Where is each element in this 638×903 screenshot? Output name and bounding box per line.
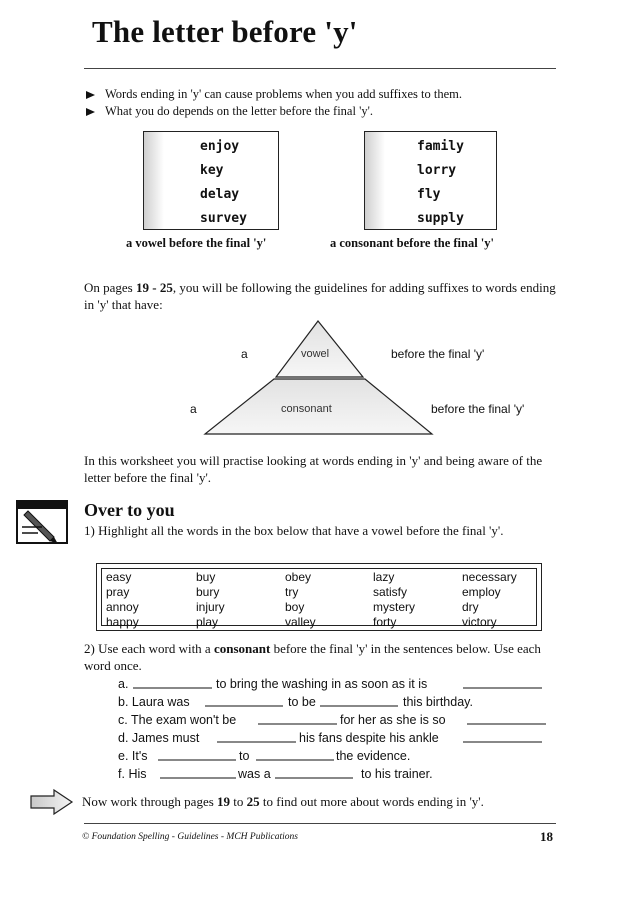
table-cell[interactable]: try: [285, 585, 299, 599]
table-cell[interactable]: obey: [285, 570, 312, 584]
pyramid-top-right: before the final 'y': [391, 347, 485, 361]
intro-paragraph: On pages 19 - 25, you will be following the guidelines for adding suffixes to words ending in 'y' that have:: [84, 280, 556, 312]
table-cell[interactable]: satisfy: [373, 585, 408, 599]
table-cell[interactable]: play: [196, 615, 219, 629]
sentence-b: b. Laura was to be this birthday.: [118, 695, 473, 709]
consonant-caption: a consonant before the final 'y': [330, 236, 495, 250]
table-cell[interactable]: lazy: [373, 570, 395, 584]
pyramid-bottom-a: a: [190, 402, 197, 416]
now-work-text: Now work through pages 19 to 25 to find out more about words ending in 'y'.: [82, 794, 484, 809]
pyramid-consonant-label: consonant: [281, 403, 332, 415]
arrow-right-icon: [30, 788, 74, 816]
table-cell[interactable]: mystery: [373, 600, 415, 614]
question-1: 1) Highlight all the words in the box below that have a vowel before the final 'y'.: [84, 523, 504, 538]
table-cell[interactable]: happy: [106, 615, 139, 629]
page-title: The letter before 'y': [92, 14, 358, 49]
table-cell[interactable]: buy: [196, 570, 216, 584]
bullet-text: What you do depends on the letter before the final 'y'.: [105, 104, 373, 118]
example-word: family: [417, 139, 464, 154]
table-cell[interactable]: annoy: [106, 600, 139, 614]
table-cell[interactable]: victory: [462, 615, 497, 629]
bullet-text: Words ending in 'y' can cause problems when you add suffixes to them.: [105, 87, 463, 101]
table-cell[interactable]: necessary: [462, 570, 517, 584]
footer-rule: [84, 823, 556, 824]
pyramid-top-a: a: [241, 347, 248, 361]
page-number: 18: [540, 829, 553, 844]
example-word: survey: [200, 211, 247, 226]
sentence-f: f. His was a to his trainer.: [118, 767, 433, 781]
table-cell[interactable]: easy: [106, 570, 132, 584]
table-cell[interactable]: dry: [462, 600, 479, 614]
pyramid-vowel-label: vowel: [301, 348, 330, 360]
example-word: delay: [200, 187, 240, 202]
footer-credit: © Foundation Spelling - Guidelines - MCH Publications: [82, 832, 298, 842]
table-cell[interactable]: employ: [462, 585, 501, 599]
example-word: supply: [417, 211, 464, 226]
table-cell[interactable]: forty: [373, 615, 397, 629]
table-cell[interactable]: bury: [196, 585, 220, 599]
example-word: key: [200, 163, 224, 178]
question-2: 2) Use each word with a consonant before the final 'y' in the sentences below. Use each word once.: [84, 641, 541, 673]
sentence-d: d. James must his fans despite his ankle: [118, 731, 439, 745]
pyramid-bottom-right: before the final 'y': [431, 402, 525, 416]
table-cell[interactable]: pray: [106, 585, 130, 599]
sentence-c: c. The exam won't be for her as she is so: [118, 713, 446, 727]
example-word: lorry: [417, 163, 457, 178]
sentence-e: e. It's to the evidence.: [118, 749, 411, 763]
table-cell[interactable]: injury: [196, 600, 225, 614]
over-to-you-heading: Over to you: [84, 500, 175, 520]
practise-paragraph: In this worksheet you will practise looking at words ending in 'y' and being aware of the letter before the final 'y'.: [84, 453, 543, 485]
table-cell[interactable]: boy: [285, 600, 305, 614]
vowel-caption: a vowel before the final 'y': [126, 236, 267, 250]
page-range: 19 - 25: [136, 280, 173, 295]
example-word: fly: [417, 187, 441, 202]
table-cell[interactable]: valley: [285, 615, 316, 629]
example-word: enjoy: [200, 139, 240, 154]
sentence-a: a. to bring the washing in as soon as it is: [118, 677, 428, 691]
